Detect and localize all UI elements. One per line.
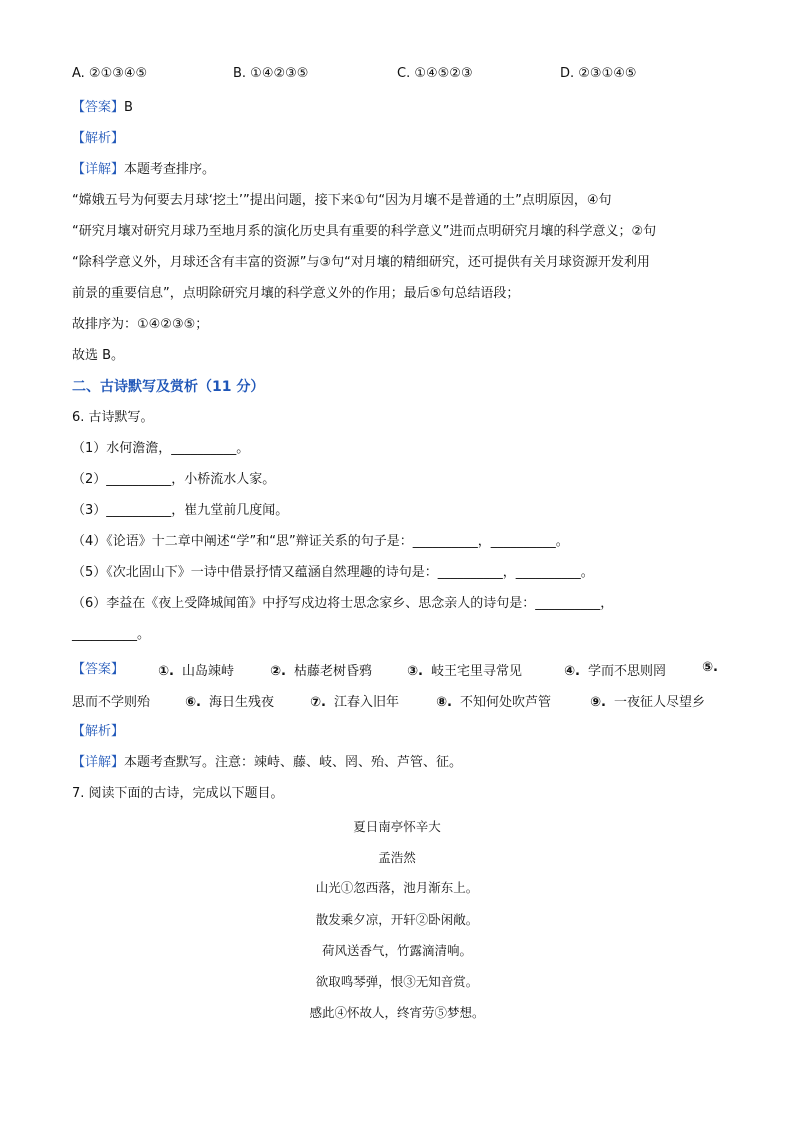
q6-item-5: （5）《次北固山下》一诗中借景抒情又蕴涵自然理趣的诗句是：__________，__________。 — [72, 565, 594, 580]
q6-answer-8 — [436, 691, 551, 710]
q6-item-6-cont: __________。 — [72, 627, 151, 642]
poem-line-1: 山光①忽西落，池月渐东上。 — [315, 880, 479, 895]
q6-item-6: （6）李益在《夜上受降城闻笛》中抒写戍边将士思念家乡、思念亲人的诗句是：__________， — [72, 596, 614, 611]
answer-text: 海日生残夜 — [208, 695, 274, 710]
answer-text: 山岛竦峙 — [181, 664, 234, 679]
q5-answer — [72, 98, 133, 118]
option-a: A. ②①③④⑤ — [72, 66, 148, 81]
detail-tag: 【详解】 — [72, 755, 125, 770]
q5-line-1: “嫦娥五号为何要去月球‘挖土’”提出问题，接下来①句“因为月壤不是普通的土”点明原因，④句 — [72, 193, 612, 208]
q6-analysis-tag: 【解析】 — [72, 724, 125, 739]
q5-line-5: 故排序为：①④②③⑤； — [72, 317, 209, 332]
q6-item-4: （4）《论语》十二章中阐述“学”和“思”辩证关系的句子是：__________，__________。 — [72, 534, 569, 549]
q6-answer-9 — [590, 691, 705, 710]
option-c: C. ①④⑤②③ — [397, 66, 473, 81]
answer-number: ⑦. — [310, 695, 326, 710]
q5-line-4: 前景的重要信息”，点明除研究月壤的科学意义外的作用；最后⑤句总结语段； — [72, 286, 520, 301]
detail-intro: 本题考查排序。 — [124, 162, 216, 177]
q5-line-3: “除科学意义外，月球还含有丰富的资源”与③句“对月壤的精细研究，还可提供有关月球资源开发利用 — [72, 255, 650, 270]
q5-detail — [72, 160, 215, 180]
q6-answer-7 — [310, 691, 399, 710]
answer-number: ⑨. — [590, 695, 606, 710]
q5-line-2: “研究月壤对研究月球乃至地月系的演化历史具有重要的科学意义”进而点明研究月壤的科学意义；②句 — [72, 224, 657, 239]
answer-number: ②. — [270, 664, 286, 679]
q6-answer-5-text — [72, 691, 150, 710]
answer-number: ④. — [564, 664, 580, 679]
answer-text: 岐王宅里寻常见 — [430, 664, 522, 679]
detail-tag: 【详解】 — [72, 162, 125, 177]
q6-answer-4 — [564, 660, 666, 679]
detail-text: 本题考查默写。注意：竦峙、藤、岐、罔、殆、芦管、征。 — [124, 755, 463, 770]
poem-author: 孟浩然 — [378, 850, 416, 865]
q6-title: 6. 古诗默写。 — [72, 410, 154, 425]
answer-text: 枯藤老树昏鸦 — [293, 664, 372, 679]
q5-analysis-tag: 【解析】 — [72, 131, 125, 146]
poem-line-4: 欲取鸣琴弹，恨③无知音赏。 — [315, 974, 479, 989]
option-d: D. ②③①④⑤ — [560, 66, 637, 81]
poem-line-3: 荷风送香气，竹露滴清响。 — [321, 943, 472, 958]
answer-value: B — [124, 100, 133, 115]
q6-answer-6 — [185, 691, 274, 710]
answer-number: ⑥. — [185, 695, 201, 710]
q6-detail — [72, 753, 462, 773]
section-heading: 二、古诗默写及赏析（11 分） — [72, 379, 265, 395]
answer-text: 不知何处吹芦管 — [459, 695, 551, 710]
option-b: B. ①④②③⑤ — [233, 66, 309, 81]
answer-text: 一夜征人尽望乡 — [613, 695, 705, 710]
q6-answer-3 — [407, 660, 522, 679]
q5-line-6: 故选 B。 — [72, 348, 125, 363]
answer-text: 思而不学则殆 — [72, 695, 151, 710]
q6-item-2: （2）__________，小桥流水人家。 — [72, 472, 276, 487]
answer-tag: 【答案】 — [72, 100, 125, 115]
q6-item-3: （3）__________，崔九堂前几度闻。 — [72, 503, 289, 518]
answer-text: 江春入旧年 — [333, 695, 399, 710]
answer-number: ⑧. — [436, 695, 452, 710]
answer-number: ①. — [158, 664, 174, 679]
poem-line-2: 散发乘夕凉，开轩②卧闲敞。 — [315, 912, 479, 927]
answer-text: 学而不思则罔 — [587, 664, 666, 679]
q7-title: 7. 阅读下面的古诗，完成以下题目。 — [72, 786, 284, 801]
poem-title: 夏日南亭怀辛大 — [353, 819, 441, 834]
q6-answer-2 — [270, 660, 372, 679]
q6-answer-tag: 【答案】 — [72, 662, 125, 677]
poem-line-5: 感此④怀故人，终宵劳⑤梦想。 — [309, 1005, 485, 1020]
answer-number: ⑤. — [702, 660, 718, 675]
answer-number: ③. — [407, 664, 423, 679]
q6-item-1: （1）水何澹澹，__________。 — [72, 441, 250, 456]
q6-answer-5 — [702, 660, 726, 675]
q6-answer-1 — [158, 660, 234, 679]
